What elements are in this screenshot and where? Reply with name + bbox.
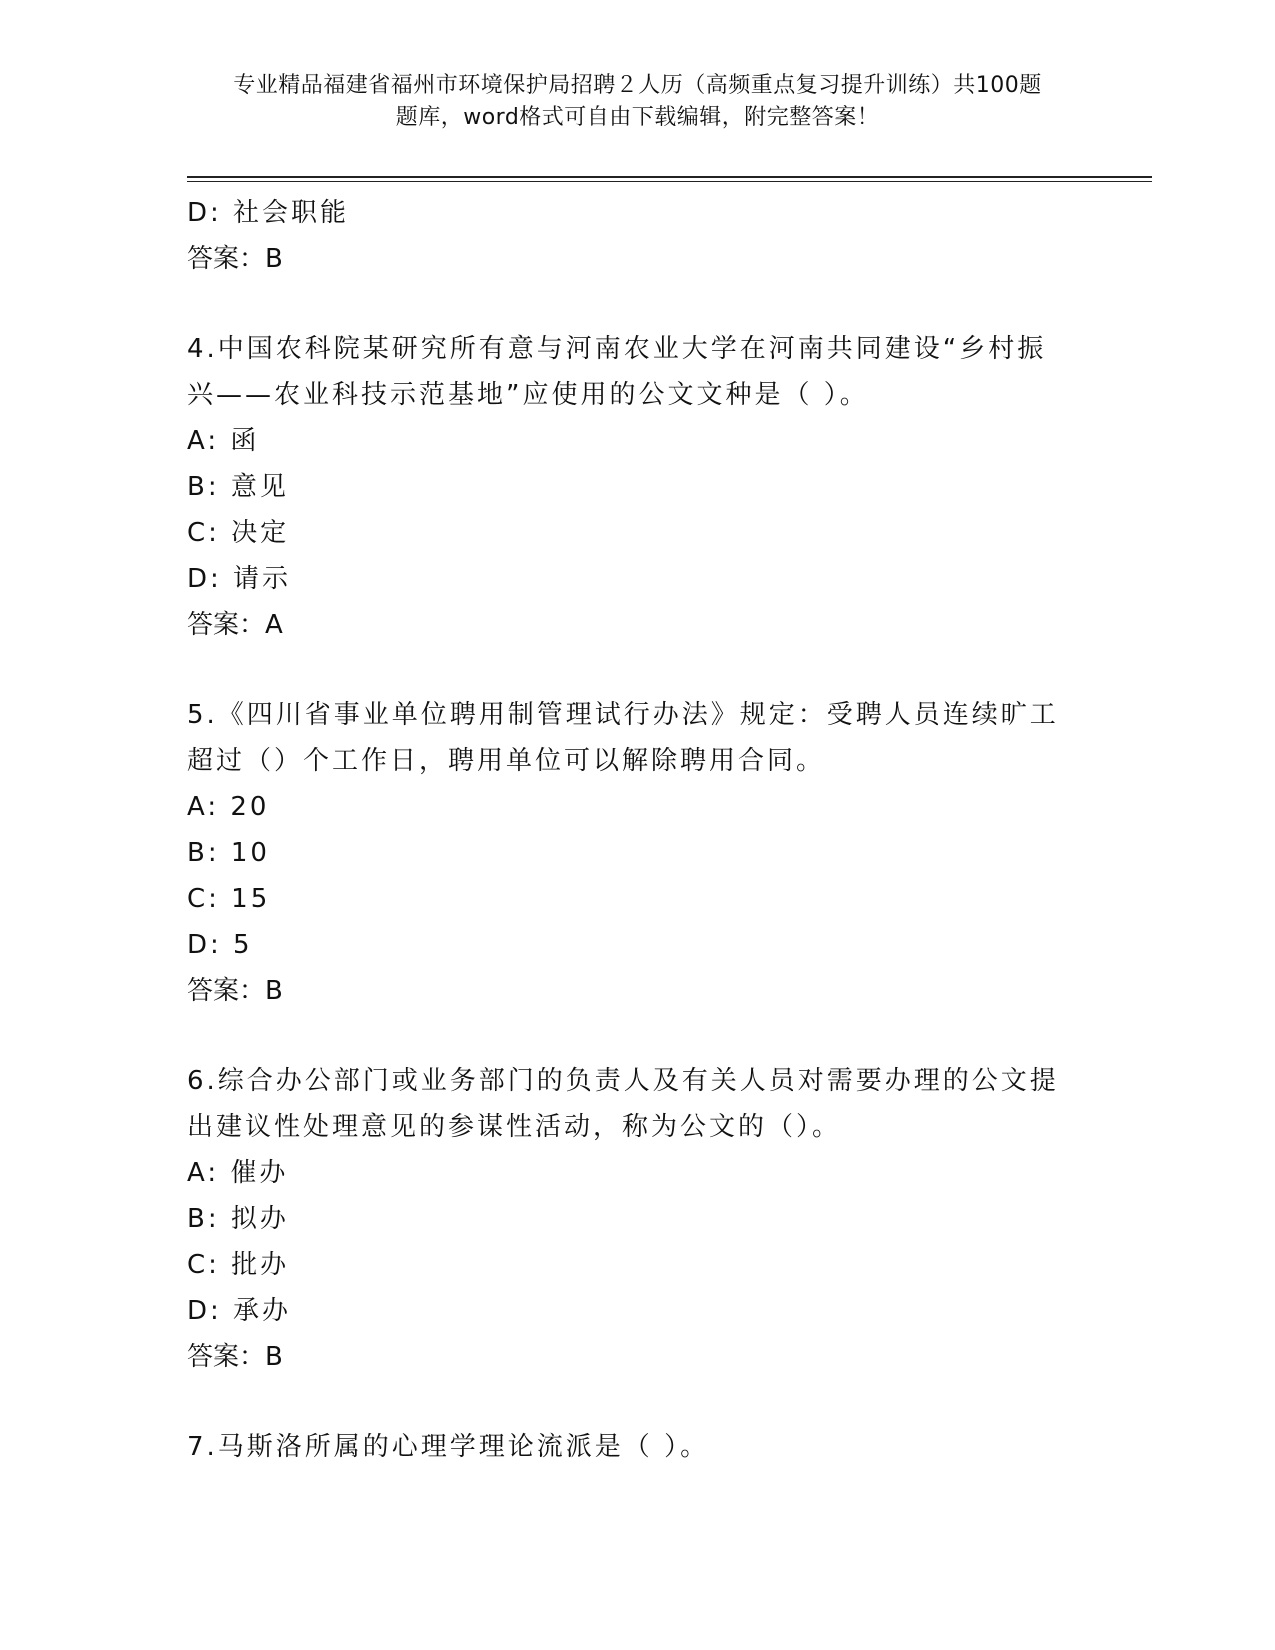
option-a: A: 20 [187,792,270,822]
option-d: D: 社会职能 [187,198,350,228]
option-b: B: 10 [187,838,270,868]
question-text-line-1: 5.《四川省事业单位聘用制管理试行办法》规定：受聘人员连续旷工 [187,700,1059,730]
answer: 答案：B [187,976,283,1006]
question-7 [187,1424,1087,1470]
answer: 答案：A [187,610,283,640]
question-text-line-2: 出建议性处理意见的参谋性活动，称为公文的（）。 [187,1112,842,1142]
question-text-line-2: 兴——农业科技示范基地”应使用的公文文种是（ ）。 [187,380,869,410]
question-text-line-1: 4.中国农科院某研究所有意与河南农业大学在河南共同建设“乡村振 [187,334,1047,364]
option-b: B: 意见 [187,472,289,502]
question-text-line-1: 6.综合办公部门或业务部门的负责人及有关人员对需要办理的公文提 [187,1066,1059,1096]
answer: 答案：B [187,1342,283,1372]
option-d: D: 请示 [187,564,292,594]
answer: 答案：B [187,244,283,274]
option-a: A: 催办 [187,1158,289,1188]
option-d: D: 5 [187,930,253,960]
question-4 [187,326,1087,648]
option-c: C: 15 [187,884,271,914]
question-text-line-1: 7.马斯洛所属的心理学理论流派是（ ）。 [187,1432,710,1462]
option-a: A: 函 [187,426,260,456]
option-d: D: 承办 [187,1296,292,1326]
header-rule-thin [187,181,1152,182]
question-5 [187,692,1087,1014]
question-6 [187,1058,1087,1380]
option-b: B: 拟办 [187,1204,289,1234]
header-line-1: 专业精品福建省福州市环境保护局招聘２人历（高频重点复习提升训练）共100题 [233,73,1042,98]
document-header [0,70,1275,134]
header-rule-thick [187,176,1152,178]
document-body [187,190,1087,1470]
question-text-line-2: 超过（）个工作日，聘用单位可以解除聘用合同。 [187,746,826,776]
option-c: C: 批办 [187,1250,290,1280]
option-c: C: 决定 [187,518,290,548]
header-line-2: 题库，word格式可自由下载编辑，附完整答案！ [395,105,880,130]
